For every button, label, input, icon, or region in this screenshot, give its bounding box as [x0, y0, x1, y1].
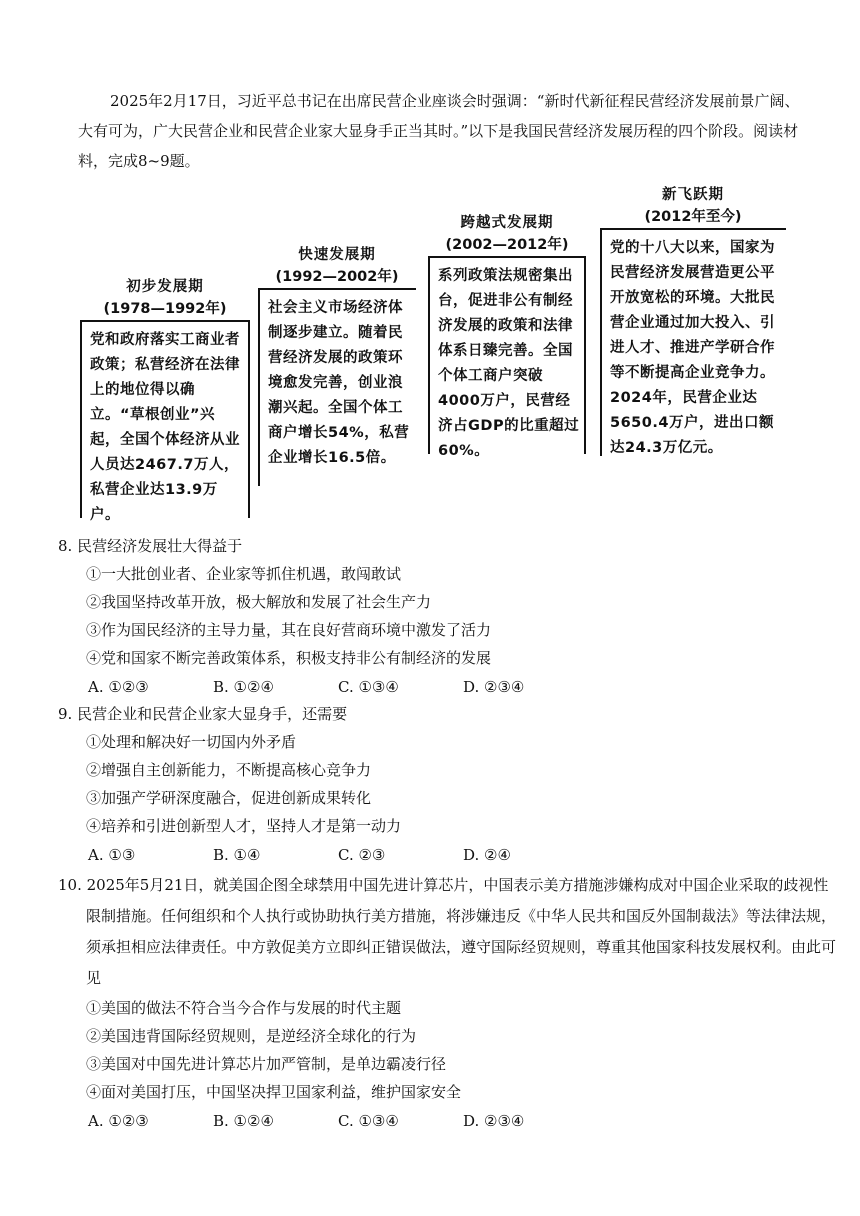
stage-title: 初步发展期: [126, 279, 204, 295]
stage-period: (2002—2012年): [445, 237, 569, 253]
answer-choices: [58, 1106, 838, 1136]
stage-text: 社会主义市场经济体制逐步建立。随着民营经济发展的政策环境愈发完善，创业浪潮兴起。全国个体工商户增长54%，私营企业增长16.5倍。: [258, 288, 416, 486]
stage-text: 系列政策法规密集出台，促进非公有制经济发展的政策和法律体系日臻完善。全国个体工商户突破4000万户，民营经济占GDP的比重超过60%。: [428, 256, 586, 454]
question-option: ③作为国民经济的主导力量，其在良好营商环境中激发了活力: [86, 621, 492, 639]
answer-choice-b[interactable]: B. ①②④: [213, 678, 274, 696]
question-10: [58, 870, 838, 1136]
answer-choice-c[interactable]: C. ①③④: [338, 678, 399, 696]
question-9: [58, 700, 588, 870]
answer-choice-c[interactable]: C. ②③: [338, 846, 386, 864]
answer-choice-a[interactable]: A. ①③: [88, 846, 136, 864]
question-option: ③加强产学研深度融合，促进创新成果转化: [86, 789, 372, 807]
answer-choice-b[interactable]: B. ①②④: [213, 1112, 274, 1130]
question-option: ②增强自主创新能力，不断提高核心竞争力: [86, 761, 372, 779]
stage-title: 新飞跃期: [662, 187, 724, 203]
answer-choice-d[interactable]: D. ②③④: [463, 678, 525, 696]
stage-title: 快速发展期: [298, 247, 376, 263]
question-option: ④面对美国打压，中国坚决捍卫国家利益，维护国家安全: [86, 1083, 462, 1101]
stage-title: 跨越式发展期: [460, 215, 554, 231]
stage-card-1: [80, 276, 250, 523]
question-option: ②美国违背国际经贸规则，是逆经济全球化的行为: [86, 1027, 417, 1045]
intro-paragraph: 2025年2月17日，习近平总书记在出席民营企业座谈会时强调：“新时代新征程民营经济发展前景广阔、大有可为，广大民营企业和民营企业家大显身手正当其时。”以下是我国民营经济发展历程的四个阶段。阅读材料，完成8~9题。: [78, 92, 800, 170]
answer-choices: [58, 672, 588, 702]
question-stem: 10. 2025年5月21日，就美国企图全球禁用中国先进计算芯片，中国表示美方措施涉嫌构成对中国企业采取的歧视性限制措施。任何组织和个人执行或协助执行美方措施，将涉嫌违反《中华人民共和国反外国制裁法》等法律法规，须承担相应法律责任。中方敦促美方立即纠正错误做法，遵守国际经贸规则，尊重其他国家科技发展权利。由此可见: [58, 876, 837, 987]
stage-text: 党的十八大以来，国家为民营经济发展营造更公平开放宽松的环境。大批民营企业通过加大投入、引进人才、推进产学研合作等不断提高企业竞争力。2024年，民营企业达5650.4万户，进出口额达24.3万亿元。: [600, 228, 786, 456]
answer-choices: [58, 840, 588, 870]
question-option: ④培养和引进创新型人才，坚持人才是第一动力: [86, 817, 402, 835]
question-option: ①美国的做法不符合当今合作与发展的时代主题: [86, 999, 402, 1017]
stage-card-3: [428, 212, 586, 459]
stage-period: (1978—1992年): [103, 301, 227, 317]
stage-period: (2012年至今): [644, 209, 742, 225]
stage-period: (1992—2002年): [275, 269, 399, 285]
answer-choice-d[interactable]: D. ②④: [463, 846, 511, 864]
answer-choice-a[interactable]: A. ①②③: [88, 678, 149, 696]
question-option: ②我国坚持改革开放，极大解放和发展了社会生产力: [86, 593, 432, 611]
question-option: ③美国对中国先进计算芯片加严管制，是单边霸凌行径: [86, 1055, 447, 1073]
stage-text: 党和政府落实工商业者政策；私营经济在法律上的地位得以确立。“草根创业”兴起，全国个体经济从业人员达2467.7万人，私营企业达13.9万户。: [80, 320, 250, 518]
question-option: ①一大批创业者、企业家等抓住机遇，敢闯敢试: [86, 565, 402, 583]
question-stem: 9. 民营企业和民营企业家大显身手，还需要: [58, 705, 348, 723]
answer-choice-a[interactable]: A. ①②③: [88, 1112, 149, 1130]
stage-card-4: [600, 184, 786, 456]
stage-card-2: [258, 244, 416, 486]
question-option: ①处理和解决好一切国内外矛盾: [86, 733, 297, 751]
answer-choice-d[interactable]: D. ②③④: [463, 1112, 525, 1130]
question-stem: 8. 民营经济发展壮大得益于: [58, 537, 243, 555]
question-option: ④党和国家不断完善政策体系，积极支持非公有制经济的发展: [86, 649, 492, 667]
answer-choice-c[interactable]: C. ①③④: [338, 1112, 399, 1130]
answer-choice-b[interactable]: B. ①④: [213, 846, 261, 864]
question-8: [58, 532, 588, 702]
